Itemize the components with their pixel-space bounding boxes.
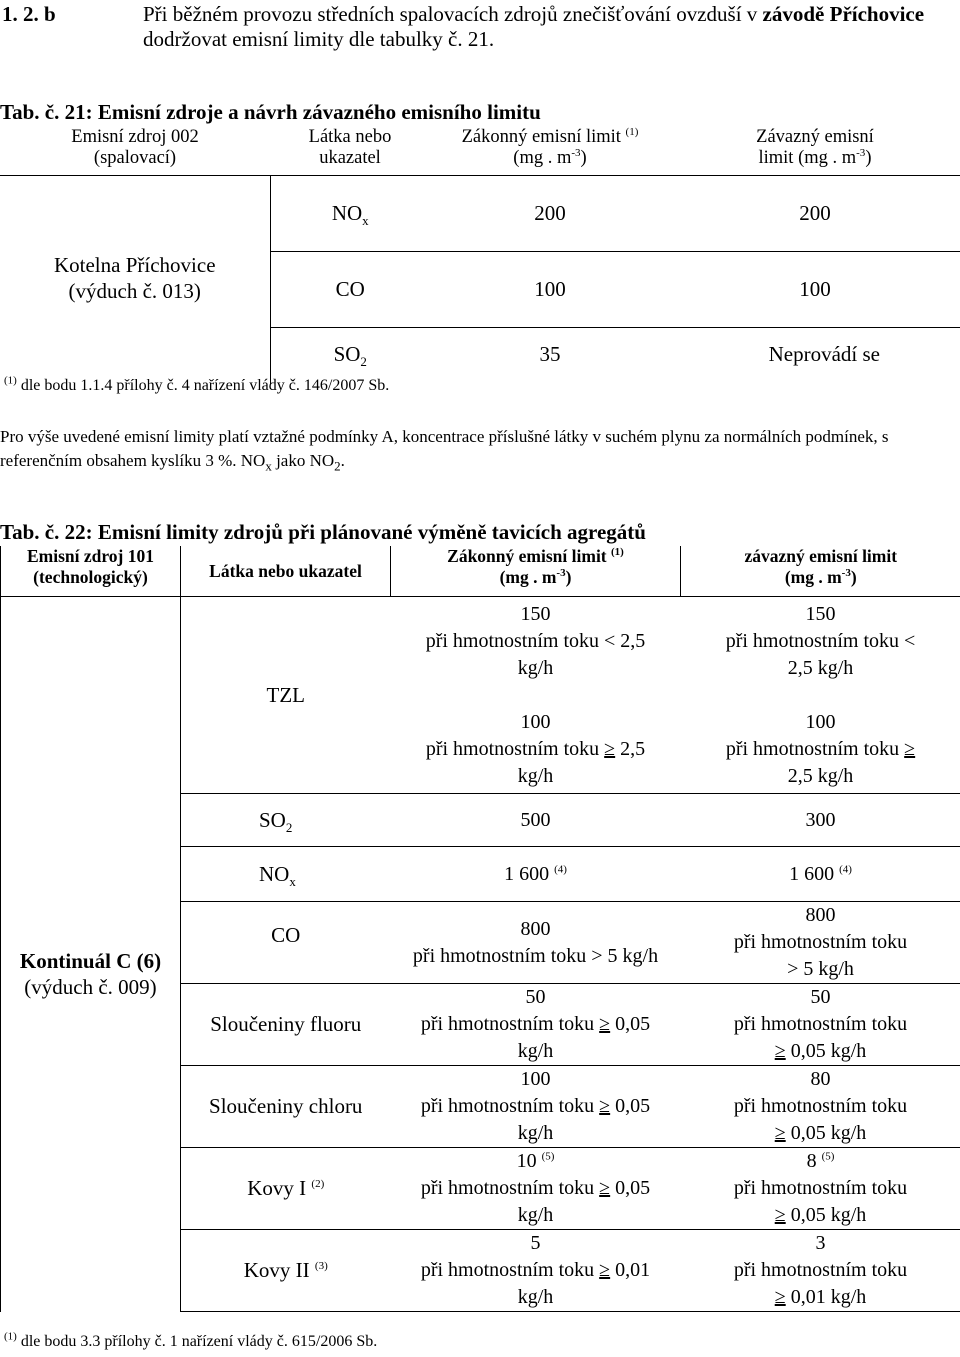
table21-so2-binding: Neprovádí se xyxy=(670,328,960,384)
table21 xyxy=(0,127,960,384)
table22-tzl-legal: 150 při hmotnostním toku < 2,5 kg/h 100 při hmotnostním toku ≥ 2,5 kg/h xyxy=(425,602,646,787)
table22-so2-substance: $SO_2$ xyxy=(181,794,391,847)
table22-header-binding-limit: závazný emisní limit (mg . $m^{-3}$) xyxy=(681,546,960,597)
table22-co-legal: 800 při hmotnostním toku > 5 kg/h xyxy=(391,902,681,984)
table22-so2-binding: 300 xyxy=(681,794,960,847)
table21-so2-legal: 35 xyxy=(430,328,670,384)
table21-header-source: Emisní zdroj 002 (spalovací) xyxy=(0,127,270,176)
table21-source-outlet: (výduch č. 013) xyxy=(68,279,201,303)
table-row xyxy=(1,597,960,794)
section-text xyxy=(143,2,953,52)
table22-co-substance: CO xyxy=(181,902,391,984)
table22-kovy2-substance: Kovy II $^{(3)}$ xyxy=(181,1230,391,1312)
table21-header-legal-limit: Zákonný emisní limit $^{(1)}$ (mg . $m^{-3}$) xyxy=(430,127,670,176)
table21-co-substance: CO xyxy=(270,252,430,328)
table22-header-substance: Látka nebo ukazatel xyxy=(181,546,391,597)
table22-kovy1-substance: Kovy I $^{(2)}$ xyxy=(181,1148,391,1230)
table22-source-outlet: (výduch č. 009) xyxy=(24,975,157,1000)
table-row xyxy=(0,176,960,252)
section-text-part2: dodržovat emisní limity dle tabulky č. 21. xyxy=(143,27,495,51)
table22-tzl-substance: TZL xyxy=(181,597,391,794)
table22-source-cell xyxy=(1,597,181,1312)
table21-header-binding-limit: Závazný emisní limit (mg . $m^{-3}$) xyxy=(670,127,960,176)
table22-nox-legal: 1 600 $^{(4)}$ xyxy=(391,847,681,902)
table21-header-substance: Látka nebo ukazatel xyxy=(270,127,430,176)
table21-co-binding: 100 xyxy=(670,252,960,328)
conditions-note: Pro výše uvedené emisní limity platí vztažné podmínky A, koncentrace příslušné látky v suchém plynu za normálních podmínek, s referenčním obsahem kyslíku 3 %. $NO_x$ jako $NO_2$. xyxy=(0,427,889,474)
table22-fluor-substance: Sloučeniny fluoru xyxy=(181,984,391,1066)
table22-co-binding: 800 při hmotnostním toku > 5 kg/h xyxy=(681,902,960,984)
table21-header-row xyxy=(0,127,960,176)
table22-kovy2-binding: 3 při hmotnostním toku ≥ 0,01 kg/h xyxy=(681,1230,960,1312)
table21-title: Tab. č. 21: Emisní zdroje a návrh závazného emisního limitu xyxy=(0,100,541,124)
table21-nox-substance: $NO_x$ xyxy=(270,176,430,252)
table22-header-row xyxy=(1,546,960,597)
table21-so2-substance: $SO_2$ xyxy=(270,328,430,384)
table22 xyxy=(0,546,960,1312)
table22-kovy1-legal: 10 $^{(5)}$ při hmotnostním toku ≥ 0,05 kg/h xyxy=(391,1148,681,1230)
table22-chlor-binding: 80 při hmotnostním toku ≥ 0,05 kg/h xyxy=(681,1066,960,1148)
table22-header-source: Emisní zdroj 101 (technologický) xyxy=(1,546,181,597)
table22-footnote: $^{(1)}$ dle bodu 3.3 přílohy č. 1 nařízení vlády č. 615/2006 Sb. xyxy=(4,1330,378,1350)
table22-chlor-substance: Sloučeniny chloru xyxy=(181,1066,391,1148)
table22-chlor-legal: 100 při hmotnostním toku ≥ 0,05 kg/h xyxy=(391,1066,681,1148)
table22-tzl-binding: 150 při hmotnostním toku < 2,5 kg/h 100 při hmotnostním toku ≥ 2,5 kg/h xyxy=(725,602,916,787)
table22-nox-binding: 1 600 $^{(4)}$ xyxy=(681,847,960,902)
table21-co-legal: 100 xyxy=(430,252,670,328)
table21-footnote: $^{(1)}$ dle bodu 1.1.4 přílohy č. 4 nařízení vlády č. 146/2007 Sb. xyxy=(4,374,390,394)
section-text-bold: závodě Příchovice xyxy=(762,2,925,26)
table22-fluor-binding: 50 při hmotnostním toku ≥ 0,05 kg/h xyxy=(681,984,960,1066)
table21-source-cell xyxy=(0,176,270,384)
table22-so2-legal: 500 xyxy=(391,794,681,847)
table22-source-name: Kontinuál C (6) xyxy=(19,949,162,974)
table21-source-name: Kotelna Příchovice xyxy=(53,253,216,277)
table21-nox-binding: 200 xyxy=(799,201,831,225)
section-number: 1. 2. b xyxy=(2,2,56,26)
table22-header-legal-limit: Zákonný emisní limit $^{(1)}$ (mg . $m^{-3}$) xyxy=(391,546,681,597)
table22-kovy1-binding: 8 $^{(5)}$ při hmotnostním toku ≥ 0,05 kg/h xyxy=(681,1148,960,1230)
table21-nox-legal: 200 xyxy=(534,201,566,225)
table22-kovy2-legal: 5 při hmotnostním toku ≥ 0,01 kg/h xyxy=(391,1230,681,1312)
table22-title: Tab. č. 22: Emisní limity zdrojů při plánované výměně tavicích agregátů xyxy=(0,520,646,544)
table22-nox-substance: $NO_x$ xyxy=(181,847,391,902)
table22-fluor-legal: 50 při hmotnostním toku ≥ 0,05 kg/h xyxy=(391,984,681,1066)
section-text-part1: Při běžném provozu středních spalovacích zdrojů znečišťování ovzduší v xyxy=(143,2,763,26)
